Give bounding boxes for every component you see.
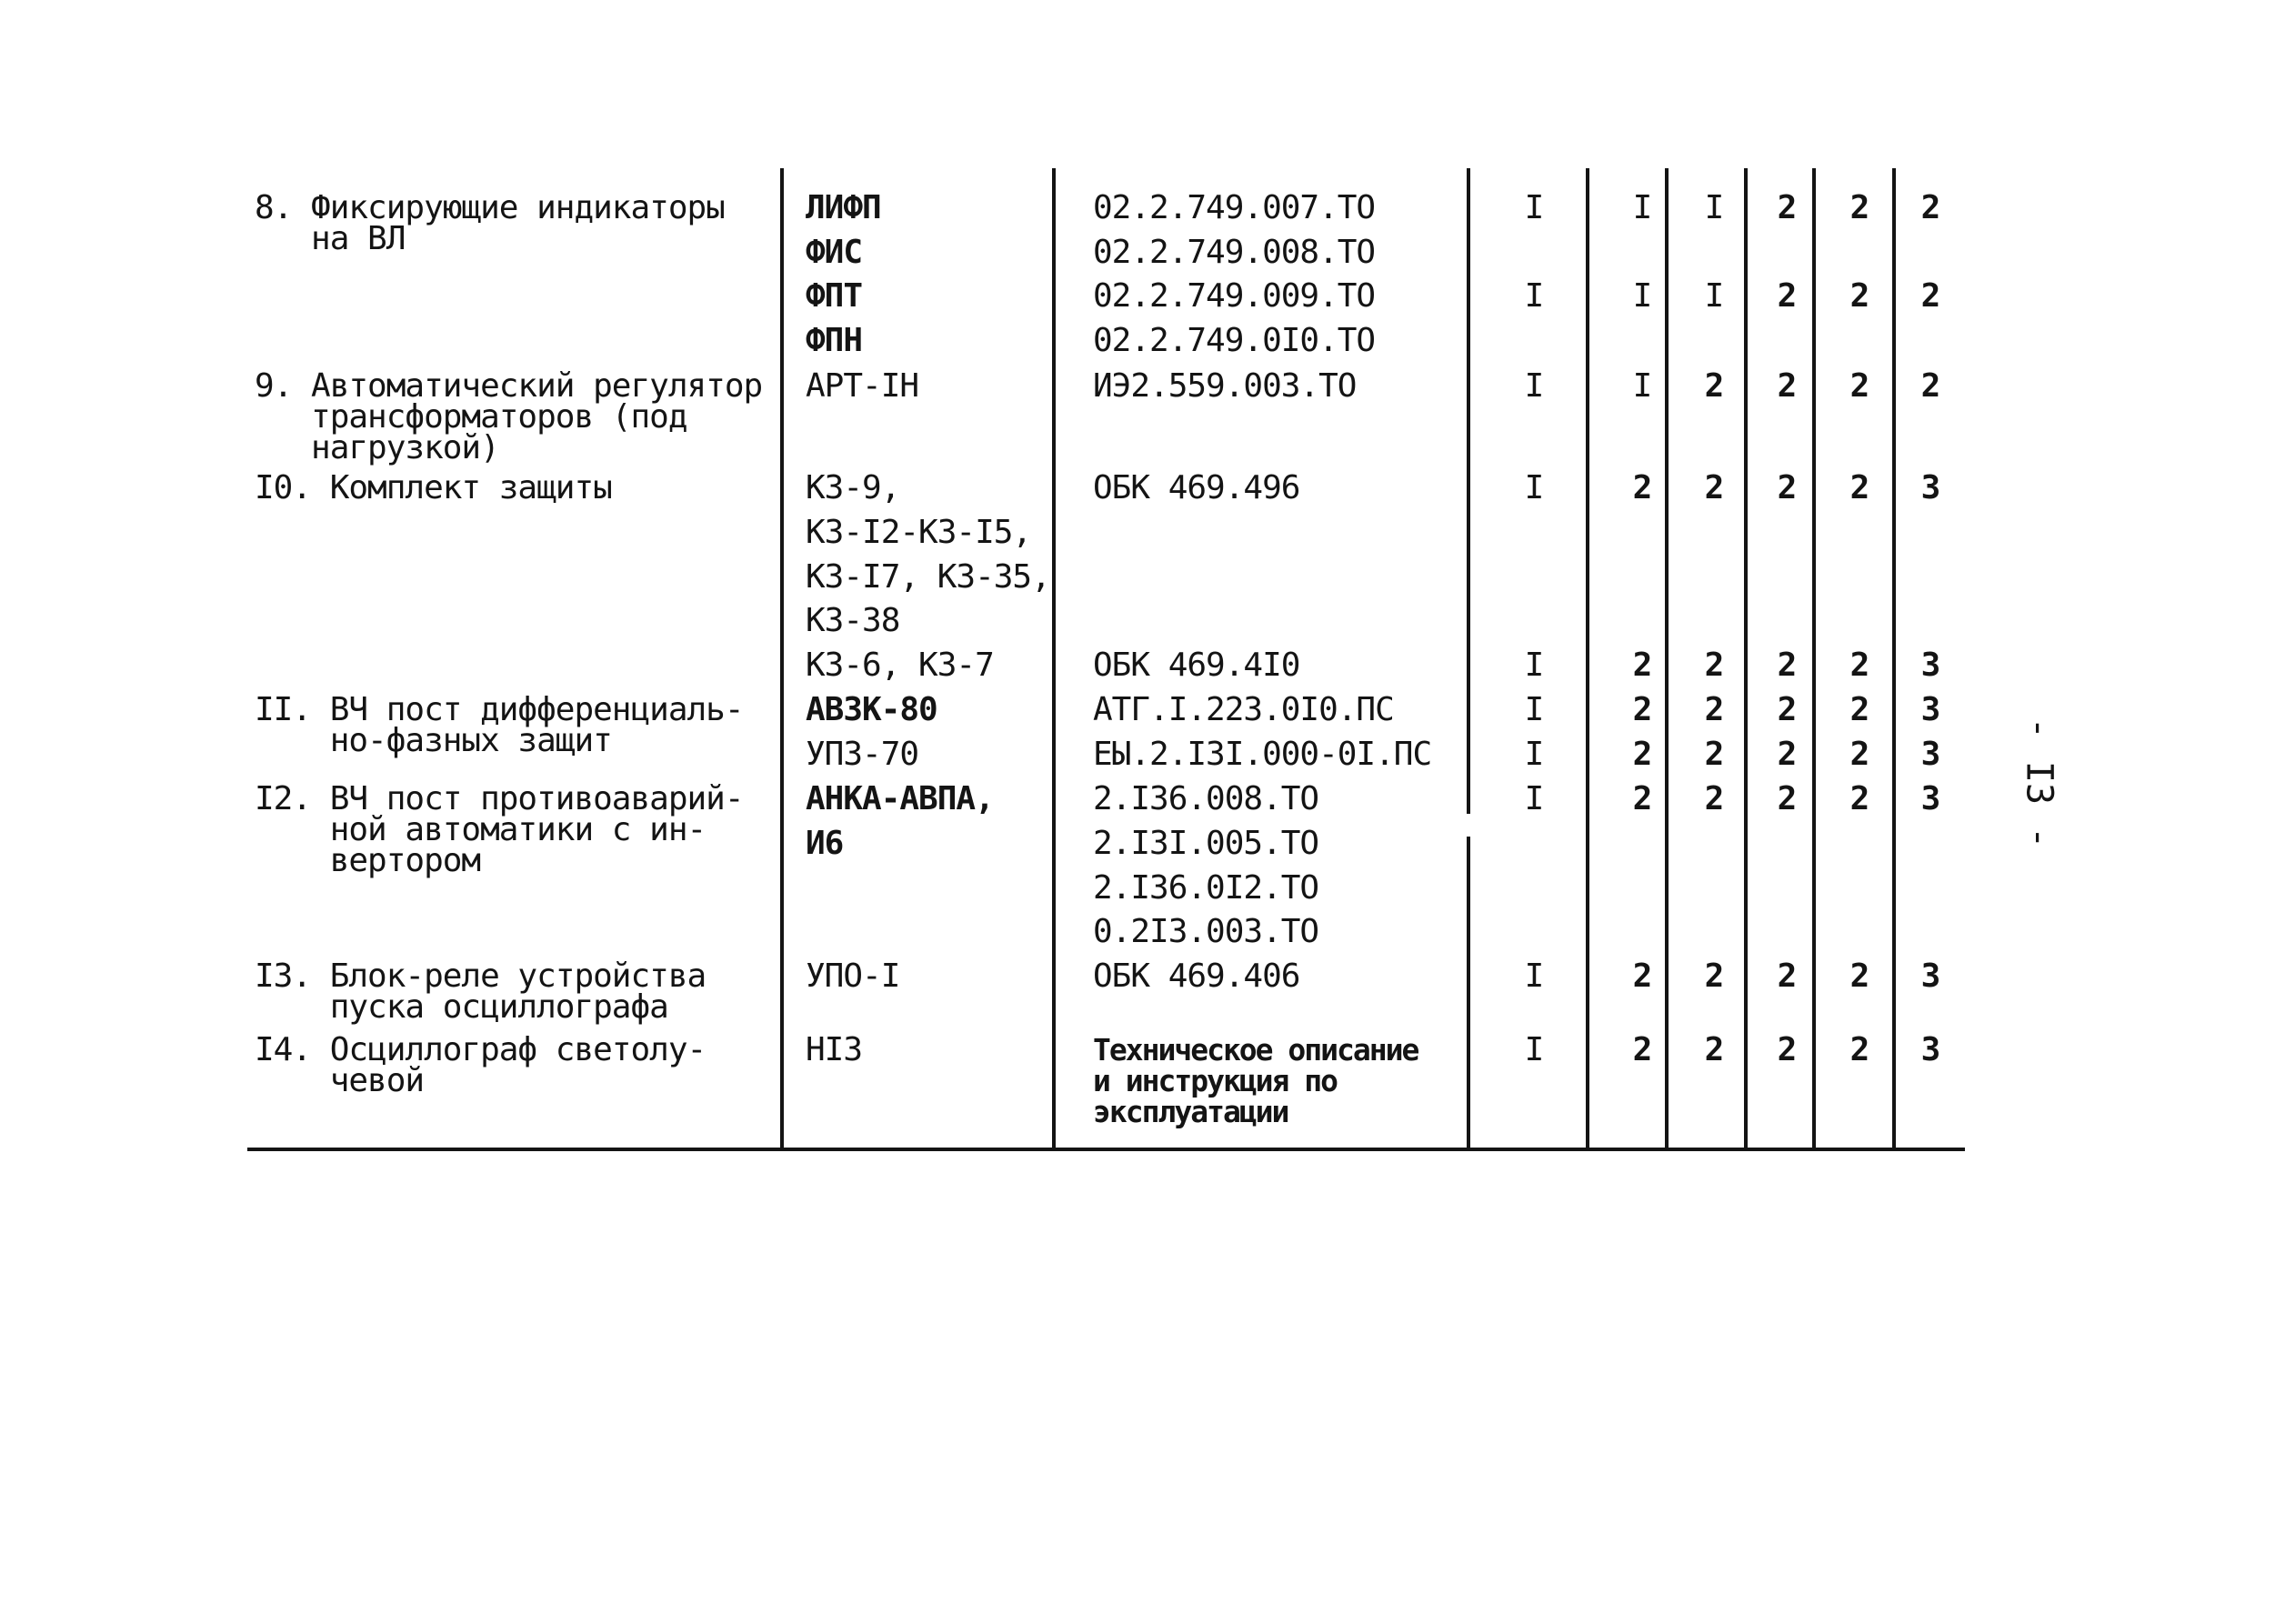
row-11-a-v6: 3	[1920, 691, 1940, 728]
row-11-b-v5: 2	[1849, 736, 1869, 773]
row-11-doc-2: ЕЫ.2.I3I.000-0I.ПС	[1093, 736, 1432, 773]
row-11-b-v2: 2	[1632, 736, 1652, 773]
row-12-v1: I	[1524, 780, 1544, 817]
row-12-type-1: АНКА-АВПА,	[806, 780, 994, 817]
row-11-a-v3: 2	[1704, 691, 1724, 728]
row-9-v5: 2	[1849, 367, 1869, 405]
row-10-type-1: КЗ-9,	[806, 469, 900, 506]
row-10-b-v1: I	[1524, 647, 1544, 684]
row-8-b-v3: I	[1704, 277, 1724, 315]
row-14-v1: I	[1524, 1031, 1544, 1068]
row-8-name-line-2: на ВЛ	[255, 220, 406, 257]
row-12-doc-3: 2.I36.0I2.ТО	[1093, 869, 1319, 907]
row-12-name-line-2: ной автоматики с ин-	[255, 811, 707, 848]
row-14-v2: 2	[1632, 1031, 1652, 1068]
row-11-type-2: УПЗ-70	[806, 736, 919, 773]
row-9-v2: I	[1632, 367, 1652, 405]
row-10-b-v2: 2	[1632, 647, 1652, 684]
row-12-type-2: И6	[806, 825, 844, 862]
row-10-type-2: КЗ-I2-КЗ-I5,	[806, 514, 1032, 551]
row-11-b-v3: 2	[1704, 736, 1724, 773]
row-8-b-v6: 2	[1920, 277, 1940, 315]
row-11-b-v1: I	[1524, 736, 1544, 773]
column-rule-v4	[1744, 168, 1748, 1150]
row-12-v6: 3	[1920, 780, 1940, 817]
row-12-name-line-3: вертором	[255, 842, 481, 879]
row-11-a-v1: I	[1524, 691, 1544, 728]
row-10-doc-5: ОБК 469.4I0	[1093, 647, 1300, 684]
row-8-type-2: ФИС	[806, 234, 863, 271]
row-13-v2: 2	[1632, 957, 1652, 995]
column-rule-v1-lower	[1467, 837, 1470, 1150]
row-9-doc: ИЭ2.559.003.ТО	[1093, 367, 1357, 405]
row-11-a-v2: 2	[1632, 691, 1652, 728]
row-8-b-v4: 2	[1777, 277, 1797, 315]
row-10-type-5: КЗ-6, КЗ-7	[806, 647, 994, 684]
row-14-v6: 3	[1920, 1031, 1940, 1068]
row-10-b-v6: 3	[1920, 647, 1940, 684]
row-14-doc-line-3: эксплуатации	[1093, 1094, 1288, 1129]
row-10-type-3: КЗ-I7, КЗ-35,	[806, 558, 1050, 596]
row-8-doc-4: 02.2.749.0I0.ТО	[1093, 322, 1376, 359]
column-rule-v1-upper	[1467, 168, 1470, 814]
row-11-doc-1: АТГ.I.223.0I0.ПС	[1093, 691, 1394, 728]
row-9-v3: 2	[1704, 367, 1724, 405]
row-10-type-4: КЗ-38	[806, 602, 900, 639]
row-9-v1: I	[1524, 367, 1544, 405]
row-11-name-line-1: II. ВЧ пост дифференциаль-	[255, 691, 744, 728]
row-13-doc: ОБК 469.406	[1093, 957, 1300, 995]
row-12-doc-4: 0.2I3.003.ТО	[1093, 913, 1319, 950]
row-13-v3: 2	[1704, 957, 1724, 995]
row-14-name-line-2: чевой	[255, 1062, 425, 1099]
row-13-v6: 3	[1920, 957, 1940, 995]
row-9-name-line-3: нагрузкой)	[255, 429, 499, 466]
row-9-name-line-2: трансформаторов (под	[255, 398, 687, 436]
row-10-b-v5: 2	[1849, 647, 1869, 684]
row-10-a-v6: 3	[1920, 469, 1940, 506]
row-11-b-v6: 3	[1920, 736, 1940, 773]
table-bottom-rule	[247, 1148, 1965, 1151]
row-14-v4: 2	[1777, 1031, 1797, 1068]
column-rule-type	[780, 168, 784, 1150]
row-11-name-line-2: но-фазных защит	[255, 722, 612, 759]
row-10-b-v3: 2	[1704, 647, 1724, 684]
column-rule-v2	[1586, 168, 1589, 1150]
column-rule-doc	[1052, 168, 1056, 1150]
row-14-doc-line-2: и инструкция по	[1093, 1063, 1338, 1098]
row-9-type: АРТ-IН	[806, 367, 919, 405]
row-11-type-1: АВЗК-80	[806, 691, 937, 728]
row-9-v4: 2	[1777, 367, 1797, 405]
row-13-v4: 2	[1777, 957, 1797, 995]
row-12-v4: 2	[1777, 780, 1797, 817]
row-8-b-v1: I	[1524, 277, 1544, 315]
row-9-name-line-1: 9. Автоматический регулятор	[255, 367, 763, 405]
row-8-doc-3: 02.2.749.009.ТО	[1093, 277, 1376, 315]
row-14-doc-line-1: Техническое описание	[1093, 1032, 1418, 1068]
row-10-a-v4: 2	[1777, 469, 1797, 506]
row-10-doc-1: ОБК 469.496	[1093, 469, 1300, 506]
row-9-v6: 2	[1920, 367, 1940, 405]
row-10-a-v3: 2	[1704, 469, 1724, 506]
row-14-v3: 2	[1704, 1031, 1724, 1068]
row-8-name-line-1: 8. Фиксирующие индикаторы	[255, 189, 725, 226]
row-12-name-line-1: I2. ВЧ пост противоаварий-	[255, 780, 744, 817]
row-8-a-v4: 2	[1777, 189, 1797, 226]
row-10-a-v2: 2	[1632, 469, 1652, 506]
row-8-doc-2: 02.2.749.008.ТО	[1093, 234, 1376, 271]
row-11-b-v4: 2	[1777, 736, 1797, 773]
page-number: - I3 -	[2018, 717, 2060, 849]
row-13-name-line-1: I3. Блок-реле устройства	[255, 957, 707, 995]
row-14-type: НI3	[806, 1031, 863, 1068]
row-14-name-line-1: I4. Осциллограф светолу-	[255, 1031, 707, 1068]
row-8-type-3: ФПТ	[806, 277, 863, 315]
row-11-a-v5: 2	[1849, 691, 1869, 728]
row-8-type-1: ЛИФП	[806, 189, 881, 226]
row-14-v5: 2	[1849, 1031, 1869, 1068]
row-8-a-v3: I	[1704, 189, 1724, 226]
row-8-a-v1: I	[1524, 189, 1544, 226]
row-8-a-v5: 2	[1849, 189, 1869, 226]
row-8-a-v6: 2	[1920, 189, 1940, 226]
row-8-b-v5: 2	[1849, 277, 1869, 315]
row-10-a-v1: I	[1524, 469, 1544, 506]
row-12-v2: 2	[1632, 780, 1652, 817]
row-10-b-v4: 2	[1777, 647, 1797, 684]
row-12-doc-2: 2.I3I.005.ТО	[1093, 825, 1319, 862]
row-10-name-line-1: I0. Комплект защиты	[255, 469, 612, 506]
row-8-b-v2: I	[1632, 277, 1652, 315]
row-13-type: УПО-I	[806, 957, 900, 995]
row-13-name-line-2: пуска осциллографа	[255, 988, 668, 1026]
row-8-type-4: ФПН	[806, 322, 863, 359]
row-8-doc-1: 02.2.749.007.ТО	[1093, 189, 1376, 226]
row-12-doc-1: 2.I36.008.ТО	[1093, 780, 1319, 817]
row-13-v5: 2	[1849, 957, 1869, 995]
row-12-v3: 2	[1704, 780, 1724, 817]
row-13-v1: I	[1524, 957, 1544, 995]
row-10-a-v5: 2	[1849, 469, 1869, 506]
row-8-a-v2: I	[1632, 189, 1652, 226]
row-11-a-v4: 2	[1777, 691, 1797, 728]
row-12-v5: 2	[1849, 780, 1869, 817]
column-rule-v6	[1892, 168, 1896, 1150]
